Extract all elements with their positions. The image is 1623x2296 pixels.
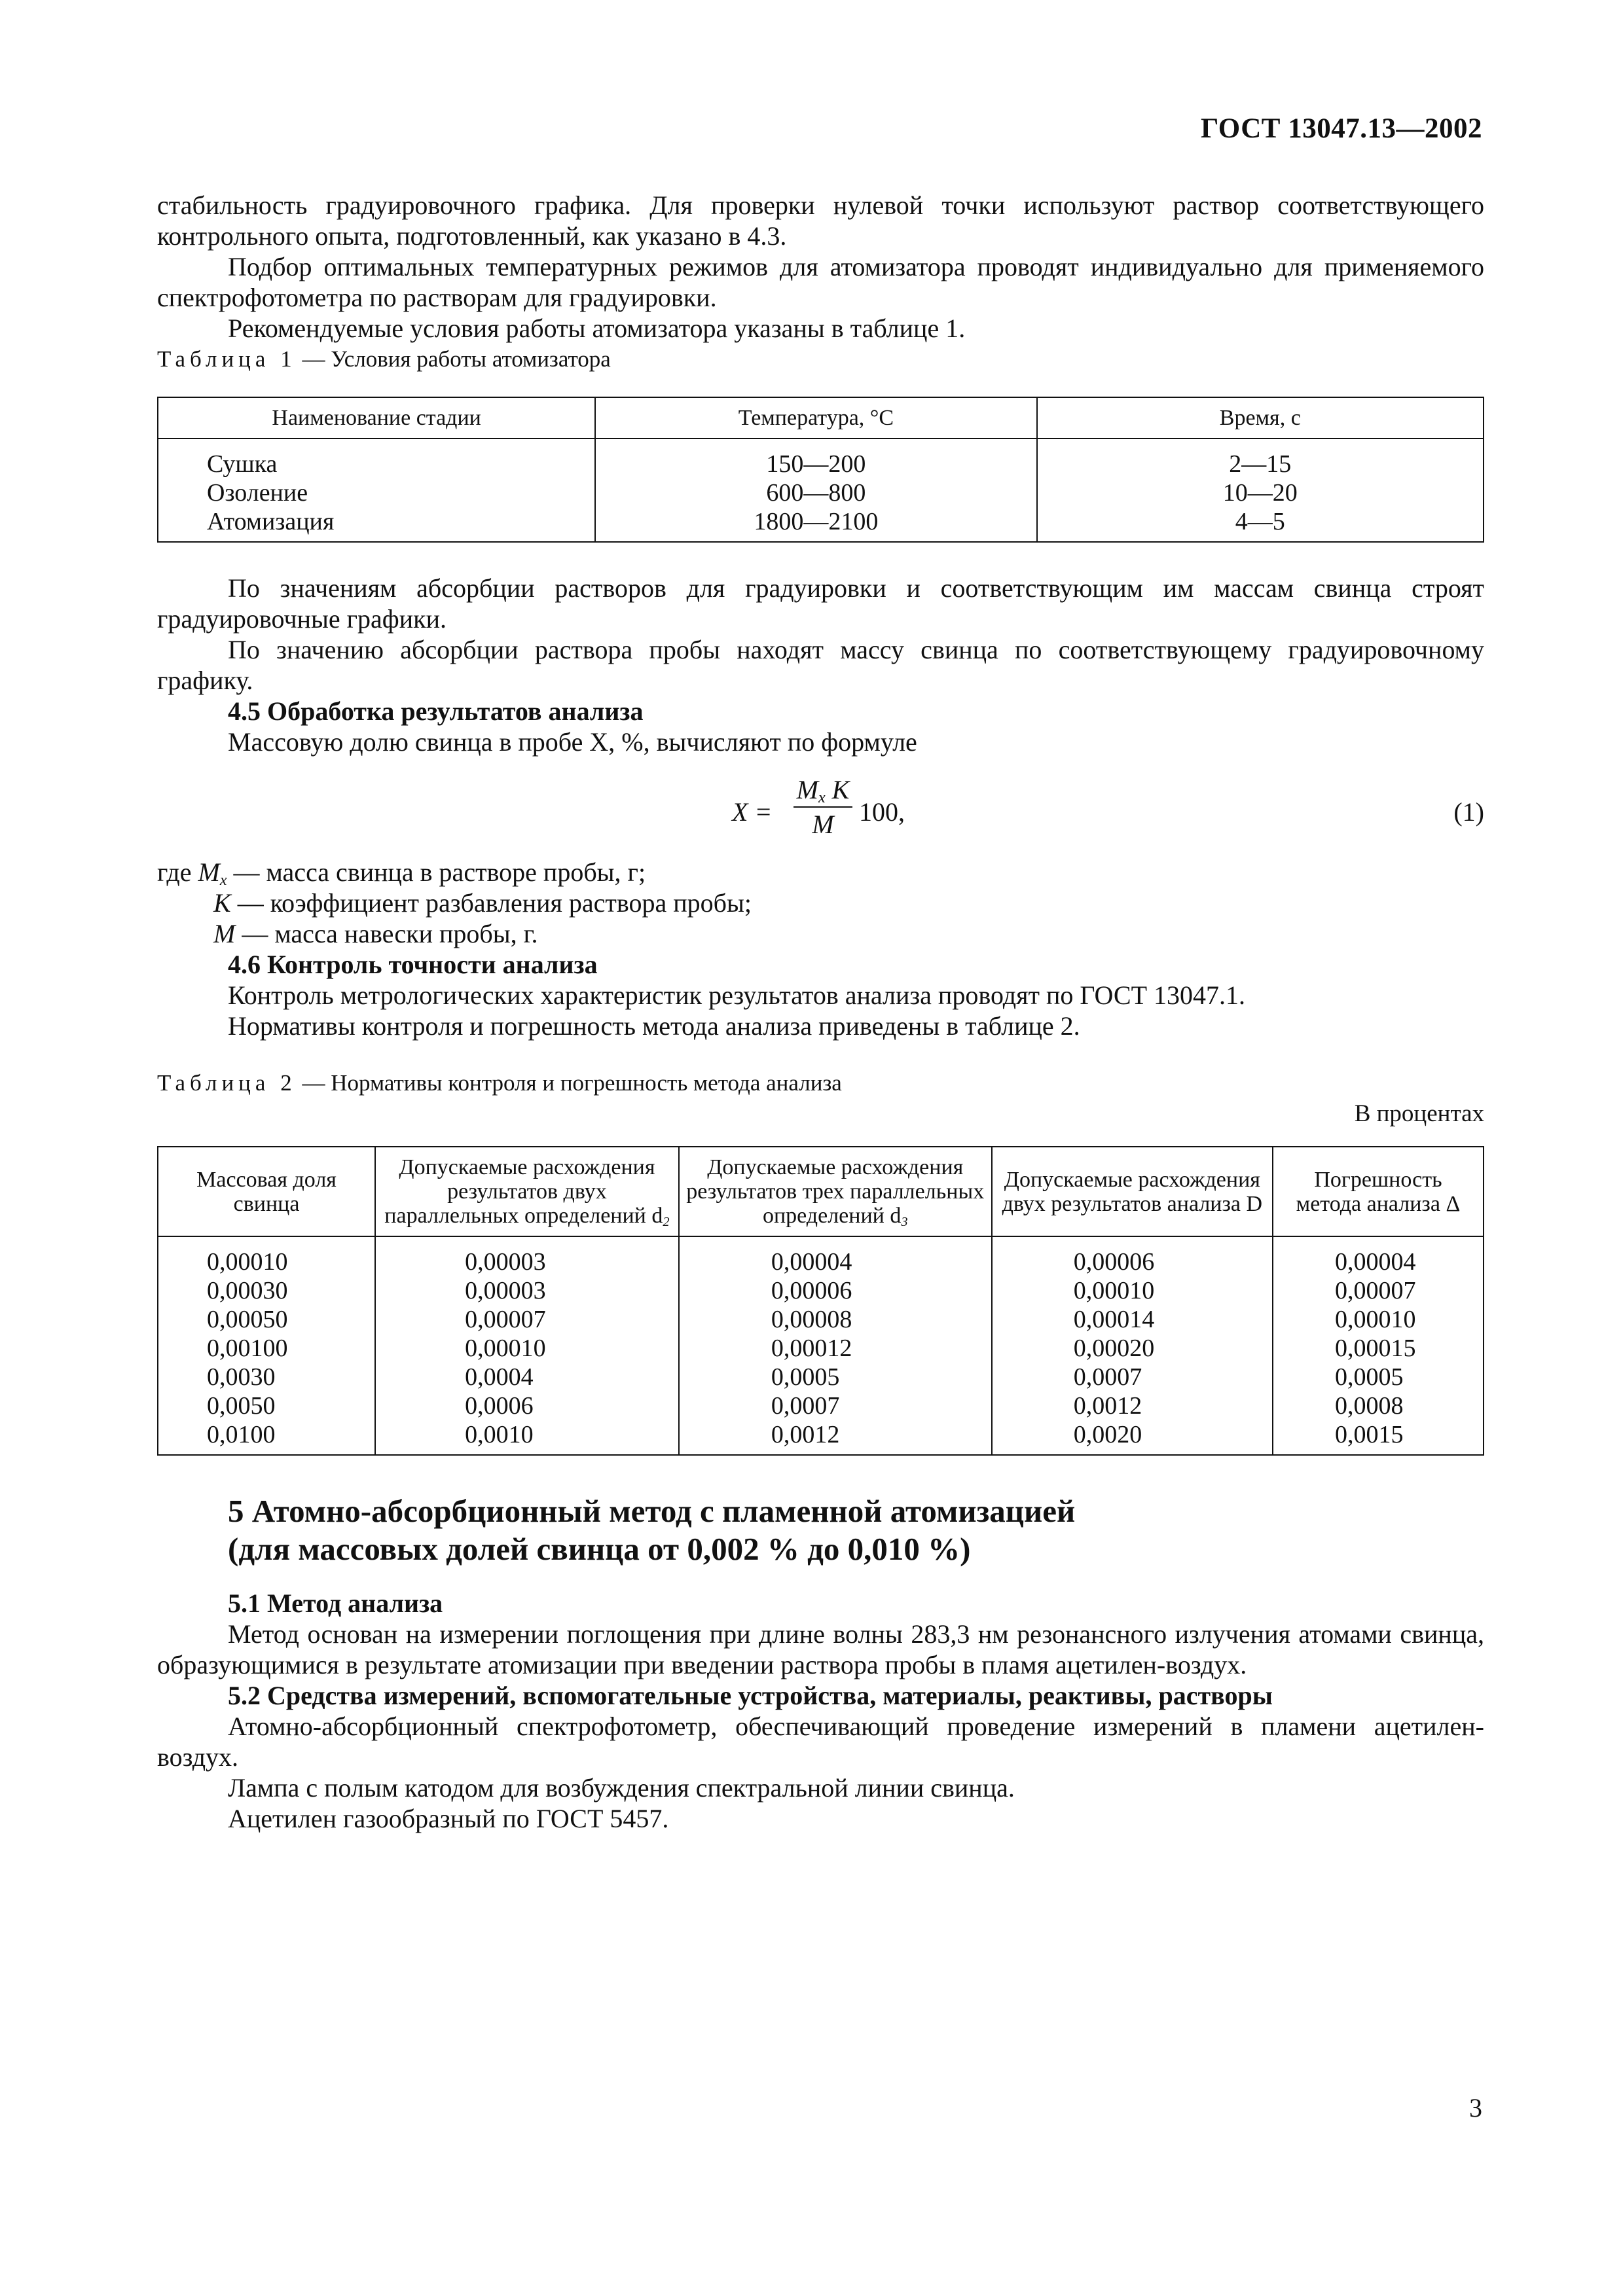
table1-cell: 2—15 <box>1037 439 1484 478</box>
table2-row <box>158 1334 1484 1363</box>
table2-cell: 0,00003 <box>375 1236 679 1276</box>
table2-cell: 0,0005 <box>679 1363 992 1391</box>
table2-cell: 0,0007 <box>992 1363 1273 1391</box>
paragraph: Массовую долю свинца в пробе X, %, вычисляют по формуле <box>228 727 917 757</box>
formula-symbol: M <box>796 775 818 804</box>
legend-symbol: M <box>198 857 220 887</box>
table1-cell: 1800—2100 <box>595 507 1036 542</box>
header-subscript: 3 <box>901 1215 908 1230</box>
table2-caption-label: Таблица 2 <box>157 1070 297 1096</box>
paragraph: По значениям абсорбции растворов для градуировки и соответствующим им массам свинца строят градуировочные графики. <box>157 573 1484 634</box>
table2-cell: 0,00008 <box>679 1305 992 1334</box>
table2 <box>157 1146 1484 1456</box>
header-text: Допускаемые расхождения результатов трех параллельных определений d <box>686 1155 985 1228</box>
table1-row <box>158 439 1484 478</box>
table1-header-cell: Время, с <box>1037 397 1484 439</box>
table2-cell: 0,0007 <box>679 1391 992 1420</box>
table2-header-cell: Массовая доля свинца <box>158 1147 375 1236</box>
table2-cell: 0,00004 <box>679 1236 992 1276</box>
table2-cell: 0,0030 <box>158 1363 375 1391</box>
table2-cell: 0,0004 <box>375 1363 679 1391</box>
paragraph: Рекомендуемые условия работы атомизатора указаны в таблице 1. <box>228 314 966 343</box>
table2-cell: 0,0050 <box>158 1391 375 1420</box>
section-5-title-line: 5 Атомно-абсорбционный метод с пламенной атомизацией <box>228 1493 1076 1529</box>
table2-cell: 0,0005 <box>1273 1363 1484 1391</box>
table2-header-row <box>158 1147 1484 1236</box>
table2-cell: 0,00007 <box>1273 1276 1484 1305</box>
table1-cell: Сушка <box>158 439 595 478</box>
paragraph: По значению абсорбции раствора пробы находят массу свинца по соответствующему градуировочному графику. <box>157 635 1484 695</box>
header-text: Допускаемые расхождения результатов двух параллельных определений d <box>384 1155 663 1228</box>
table2-row <box>158 1276 1484 1305</box>
formula-legend <box>157 857 1484 949</box>
legend-symbol: K <box>213 888 231 918</box>
table2-header-cell: Погрешность метода анализа Δ <box>1273 1147 1484 1236</box>
table1-caption <box>157 344 1484 374</box>
formula-rhs: 100, <box>859 797 905 827</box>
table2-cell: 0,00015 <box>1273 1334 1484 1363</box>
table2-cell: 0,00010 <box>375 1334 679 1363</box>
header-subscript: 2 <box>663 1215 670 1230</box>
legend-symbol: M <box>213 919 236 948</box>
table1-cell: 10—20 <box>1037 478 1484 507</box>
table2-cell: 0,0006 <box>375 1391 679 1420</box>
table2-cell: 0,0008 <box>1273 1391 1484 1420</box>
table2-cell: 0,00010 <box>158 1236 375 1276</box>
formula-1 <box>157 774 1484 852</box>
table2-cell: 0,0012 <box>992 1391 1273 1420</box>
table1-caption-text: — Условия работы атомизатора <box>296 346 611 372</box>
formula-numerator <box>793 774 852 805</box>
table2-row <box>158 1420 1484 1455</box>
legend-text: — коэффициент разбавления раствора пробы; <box>230 888 752 918</box>
legend-lead: где <box>157 857 192 887</box>
table2-cell: 0,00030 <box>158 1276 375 1305</box>
section-5-title-line: (для массовых долей свинца от 0,002 % до 0,010 %) <box>228 1531 971 1567</box>
table2-cell: 0,00007 <box>375 1305 679 1334</box>
section-5-1-title: 5.1 Метод анализа <box>228 1588 443 1618</box>
table1-row <box>158 478 1484 507</box>
table2-row <box>158 1305 1484 1334</box>
document-body <box>157 190 1484 1834</box>
formula-fraction <box>793 774 852 840</box>
table1-caption-label: Таблица 1 <box>157 346 297 372</box>
table2-cell: 0,0100 <box>158 1420 375 1455</box>
paragraph: Ацетилен газообразный по ГОСТ 5457. <box>228 1804 669 1833</box>
table1-cell: Озоление <box>158 478 595 507</box>
legend-subscript: x <box>219 872 227 889</box>
table2-row <box>158 1363 1484 1391</box>
table2-cell: 0,00006 <box>992 1236 1273 1276</box>
table2-caption <box>157 1067 1484 1098</box>
table2-cell: 0,00014 <box>992 1305 1273 1334</box>
formula-subscript: x <box>818 789 826 806</box>
table1-header-cell: Наименование стадии <box>158 397 595 439</box>
table2-cell: 0,0012 <box>679 1420 992 1455</box>
paragraph: Метод основан на измерении поглощения при длине волны 283,3 нм резонансного излучения атомами свинца, образующимися в результате атомизации при введении раствора пробы в пламя ацетилен-воздух. <box>157 1619 1484 1679</box>
legend-line <box>157 888 1484 918</box>
table2-cell: 0,00004 <box>1273 1236 1484 1276</box>
table2-cell: 0,00020 <box>992 1334 1273 1363</box>
table1-header-row <box>158 397 1484 439</box>
table2-cell: 0,0015 <box>1273 1420 1484 1455</box>
table2-cell: 0,00006 <box>679 1276 992 1305</box>
table2-cell: 0,00100 <box>158 1334 375 1363</box>
table2-cell: 0,00010 <box>992 1276 1273 1305</box>
paragraph: Лампа с полым катодом для возбуждения спектральной линии свинца. <box>228 1773 1015 1803</box>
table1-row <box>158 507 1484 542</box>
table1-cell: 4—5 <box>1037 507 1484 542</box>
document-code-header: ГОСТ 13047.13—2002 <box>1201 113 1482 144</box>
formula-denominator: M <box>812 810 834 839</box>
table2-unit-note: В процентах <box>1354 1100 1484 1127</box>
paragraph: стабильность градуировочного графика. Для проверки нулевой точки используют раствор соответствующего контрольного опыта, подготовленный, как указано в 4.3. <box>157 190 1484 251</box>
page-number: 3 <box>1469 2093 1482 2123</box>
section-5-title <box>157 1492 1484 1568</box>
paragraph: Подбор оптимальных температурных режимов для атомизатора проводят индивидуально для применяемого спектрофотометра по растворам для градуировки. <box>157 252 1484 312</box>
legend-line <box>157 918 1484 949</box>
legend-line <box>157 857 1484 888</box>
table2-header-cell: Допускаемые расхождения двух результатов анализа D <box>992 1147 1273 1236</box>
table2-cell: 0,00010 <box>1273 1305 1484 1334</box>
table2-cell: 0,00003 <box>375 1276 679 1305</box>
legend-text: — масса навески пробы, г. <box>235 919 538 948</box>
table2-header-cell <box>679 1147 992 1236</box>
table1-cell: 600—800 <box>595 478 1036 507</box>
paragraph: Атомно-абсорбционный спектрофотометр, обеспечивающий проведение измерений в пламени ацетилен-воздух. <box>157 1712 1484 1772</box>
table2-header-cell <box>375 1147 679 1236</box>
paragraph: Контроль метрологических характеристик результатов анализа проводят по ГОСТ 13047.1. <box>228 980 1246 1010</box>
table1-cell: 150—200 <box>595 439 1036 478</box>
table2-cell: 0,00050 <box>158 1305 375 1334</box>
table2-cell: 0,0020 <box>992 1420 1273 1455</box>
table2-cell: 0,00012 <box>679 1334 992 1363</box>
section-4-6-title: 4.6 Контроль точности анализа <box>228 950 598 979</box>
section-5-2-title: 5.2 Средства измерений, вспомогательные устройства, материалы, реактивы, растворы <box>228 1681 1273 1710</box>
table1-cell: Атомизация <box>158 507 595 542</box>
fraction-bar <box>793 806 852 808</box>
section-4-5-title: 4.5 Обработка результатов анализа <box>228 696 644 726</box>
formula-lhs: X = <box>732 797 773 827</box>
table2-row <box>158 1236 1484 1276</box>
table2-caption-text: — Нормативы контроля и погрешность метода анализа <box>296 1070 842 1096</box>
table2-cell: 0,0010 <box>375 1420 679 1455</box>
table1-header-cell: Температура, °С <box>595 397 1036 439</box>
paragraph: Нормативы контроля и погрешность метода анализа приведены в таблице 2. <box>228 1011 1080 1041</box>
legend-text: — масса свинца в растворе пробы, г; <box>227 857 646 887</box>
formula-symbol: K <box>825 775 850 804</box>
table2-row <box>158 1391 1484 1420</box>
formula-number: (1) <box>1453 797 1484 827</box>
table1 <box>157 397 1484 543</box>
